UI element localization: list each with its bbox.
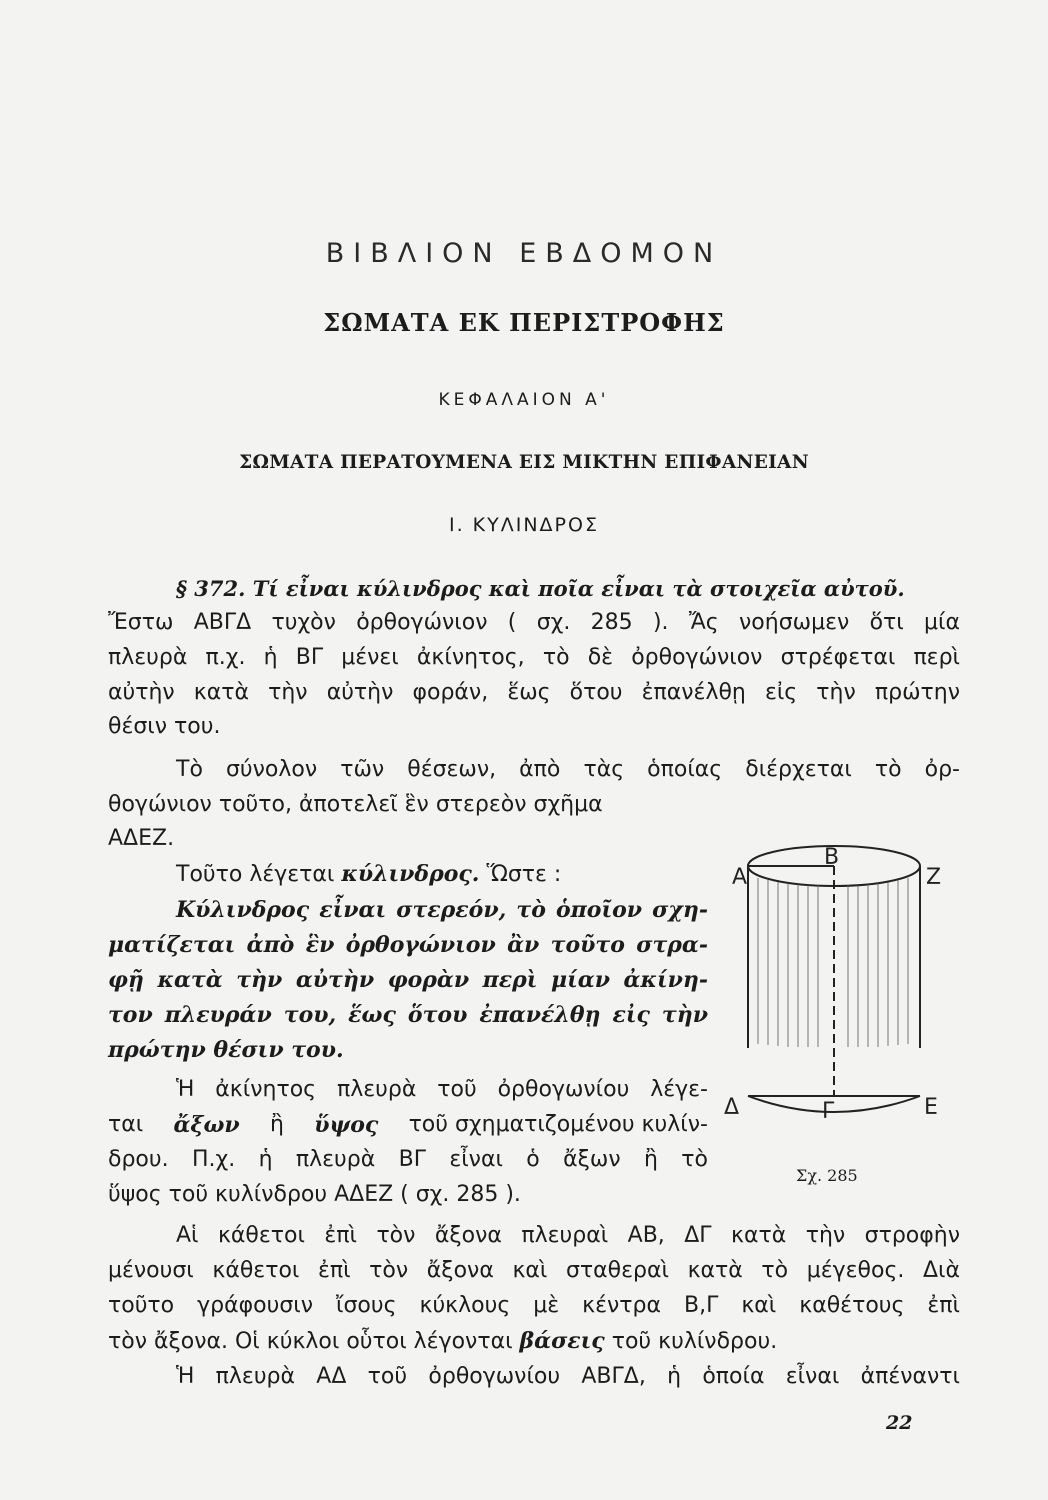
text-line: Αἱ κάθετοι ἐπὶ τὸν ἄξονα πλευραὶ ΑΒ, ΔΓ κατὰ τὴν στροφὴν [176,1223,960,1248]
text-line: θέσιν του. [108,714,221,739]
book-title: ΒΙΒΛΙΟΝ ΕΒΔΟΜΟΝ [325,238,723,269]
text-line: ΑΔΕΖ. [108,826,175,851]
definition-line: ματίζεται ἀπὸ ἓν ὀρθογώνιον ἂν τοῦτο στρα- [108,932,708,958]
text-fragment: τοῦ κυλίνδρου. [611,1329,778,1354]
section-title: Ι. ΚΥΛΙΝΔΡΟΣ [449,514,599,536]
text-line: αὐτὴν κατὰ τὴν αὐτὴν φοράν, ἕως ὅτου ἐπανέλθῃ εἰς τὴν πρώτην [108,680,960,705]
label-d: Δ [724,1095,740,1118]
definition-line: πρώτην θέσιν του. [108,1037,344,1063]
text-line: ὕψος τοῦ κυλίνδρου ΑΔΕΖ ( σχ. 285 ). [108,1182,521,1207]
text-line: δρου. Π.χ. ἡ πλευρὰ ΒΓ εἶναι ὁ ἄξων ἢ τὸ [108,1147,708,1172]
text-line [176,857,561,893]
definition-line: τον πλευράν του, ἕως ὅτου ἐπανέλθῃ εἰς τὴν [108,1002,708,1028]
term-bases: βάσεις [519,1328,605,1354]
text-line: μένουσι κάθετοι ἐπὶ τὸν ἄξονα καὶ σταθεραὶ κατὰ τὸ μέγεθος. Διὰ [108,1258,960,1283]
text-fragment: τὸν ἄξονα. Οἱ κύκλοι οὗτοι λέγονται [108,1329,513,1354]
text-line: Ἡ πλευρὰ ΑΔ τοῦ ὀρθογωνίου ΑΒΓΔ, ἡ ὁποία εἶναι ἀπέναντι [176,1364,960,1389]
label-b: Β [824,845,840,870]
term-axis: ἄξων [173,1112,240,1138]
text-line: τοῦτο γράφουσιν ἴσους κύκλους μὲ κέντρα Β,Γ καὶ καθέτους ἐπὶ [108,1293,960,1318]
chapter-title: ΚΕΦΑΛΑΙΟΝ Α' [438,390,610,410]
text-line [108,1324,777,1360]
text-fragment: ται [108,1112,144,1137]
text-fragment: Ὥστε : [486,862,562,887]
definition-line: Κύλινδρος εἶναι στερεόν, τὸ ὁποῖον σχη- [176,897,708,923]
part-title: ΣΩΜΑΤΑ ΕΚ ΠΕΡΙΣΤΡΟΦΗΣ [323,308,725,337]
text-line: Ἔστω ΑΒΓΔ τυχὸν ὀρθογώνιον ( σχ. 285 ). Ἄς νοήσωμεν ὅτι μία [108,610,960,635]
text-line: θογώνιον τοῦτο, ἀποτελεῖ ἓν στερεὸν σχῆμα [108,792,603,817]
text-fragment: τοῦ σχηματιζομένου κυλίν- [408,1112,708,1137]
definition-line: φῇ κατὰ τὴν αὐτὴν φορὰν περὶ μίαν ἀκίνη- [108,967,708,993]
cylinder-figure-axes [718,838,958,1118]
text-line: Ἡ ἀκίνητος πλευρὰ τοῦ ὀρθογωνίου λέγε- [176,1077,708,1102]
label-e: Ε [924,1095,938,1118]
text-fragment: ἢ [269,1112,284,1137]
paragraph-heading: § 372. Τί εἶναι κύλινδρος καὶ ποῖα εἶναι τὰ στοιχεῖα αὐτοῦ. [176,576,905,601]
text-line: πλευρὰ π.χ. ἡ ΒΓ μένει ἀκίνητος, τὸ δὲ ὀρθογώνιον στρέφεται περὶ [108,645,960,670]
term-height: ὕψος [314,1112,379,1138]
term-cylinder: κύλινδρος. [341,861,480,887]
label-g: Γ [822,1099,835,1118]
page-number: 22 [886,1412,913,1434]
text-line: Τὸ σύνολον τῶν θέσεων, ἀπὸ τὰς ὁποίας διέρχεται τὸ ὀρ- [176,757,960,782]
text-line [108,1108,708,1143]
figure-caption: Σχ. 285 [796,1166,858,1185]
chapter-subtitle: ΣΩΜΑΤΑ ΠΕΡΑΤΟΥΜΕΝΑ ΕΙΣ ΜΙΚΤΗΝ ΕΠΙΦΑΝΕΙΑΝ [239,452,809,473]
label-a: Α [732,865,748,890]
label-z: Ζ [926,865,942,890]
text-fragment: Τοῦτο λέγεται [176,862,335,887]
